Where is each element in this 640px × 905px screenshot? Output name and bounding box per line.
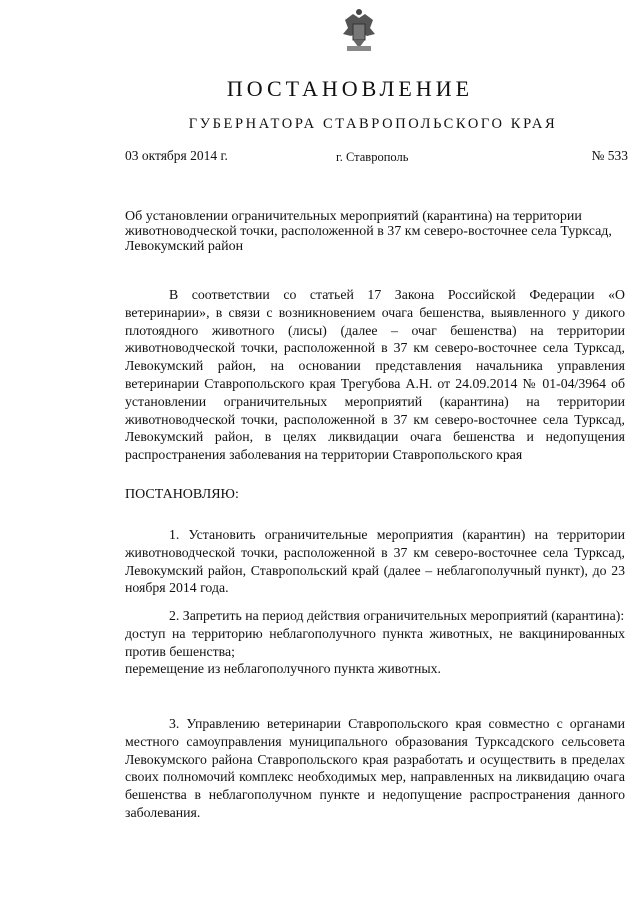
item-2-line-1: доступ на территорию неблагополучного пункта животных, не вакцинированных против бешенства; xyxy=(125,625,625,659)
item-1 xyxy=(125,526,625,597)
document-city: г. Ставрополь xyxy=(336,150,409,164)
coat-of-arms-icon xyxy=(339,6,379,56)
preamble-text: В соответствии со статьей 17 Закона Российской Федерации «О ветеринарии», в связи с возникновением очага бешенства, выявленного у дикого плотоядного животного (лисы) (далее – очаг бешенства) на территории животноводческой точки, расположенной в 37 км северо-восточнее села Турксад, Левокумский район, на основании представления начальника управления ветеринарии Ставропольского края Трегубова А.Н. от 24.09.2014 № 01-04/3964 об установлении ограничительных мероприятий (карантина) на территории животноводческой точки, расположенной в 37 км северо-восточнее села Турксад, Левокумский район, в целях ликвидации очага бешенства и недопущения распространения заболевания на территории Ставропольского края xyxy=(125,287,625,463)
document-title: ПОСТАНОВЛЕНИЕ xyxy=(226,76,474,101)
item-2-intro: 2. Запретить на период действия ограничительных мероприятий (карантина): xyxy=(169,608,625,623)
document-number: № 533 xyxy=(591,148,628,163)
item-3-text: 3. Управлению ветеринарии Ставропольского края совместно с органами местного самоуправления муниципального образования Турксадского сельсовета Левокумского района Ставропольского края разработать и осуществить в пределах своих полномочий комплекс необходимых мер, направленных на ликвидацию очага бешенства в неблагополучном пункте и недопущение распространения данного заболевания. xyxy=(125,716,625,820)
document-date: 03 октября 2014 г. xyxy=(125,148,228,163)
item-2-line-2: перемещение из неблагополучного пункта животных. xyxy=(125,661,441,677)
item-1-text: 1. Установить ограничительные мероприятия (карантин) на территории животноводческой точки, расположенной в 37 км северо-восточнее села Турксад, Левокумский район, Ставропольский край (далее – неблагополучный пункт), до 23 ноября 2014 года. xyxy=(125,527,625,596)
document-subject: Об установлении ограничительных мероприятий (карантина) на территории животноводческой точки, расположенной в 37 км северо-восточнее села Турксад, Левокумский район xyxy=(125,209,612,254)
item-2 xyxy=(125,607,625,678)
preamble-paragraph xyxy=(125,286,625,464)
item-3 xyxy=(125,715,625,822)
resolve-heading: ПОСТАНОВЛЯЮ: xyxy=(125,487,239,502)
document-subtitle: ГУБЕРНАТОРА СТАВРОПОЛЬСКОГО КРАЯ xyxy=(188,116,558,132)
